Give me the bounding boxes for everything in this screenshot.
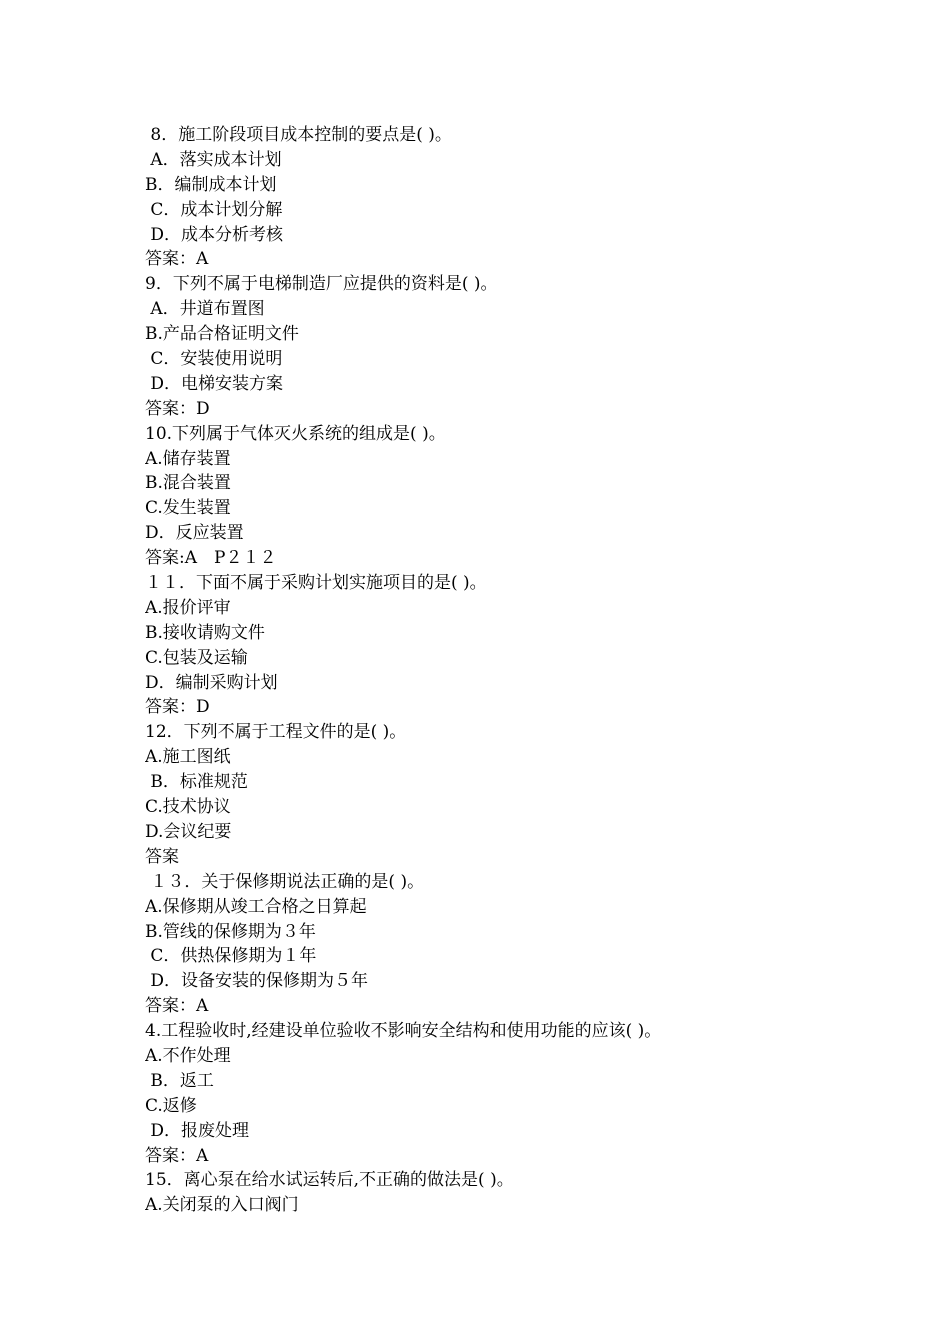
option-11c: C.包装及运输 (145, 647, 248, 668)
option-9d: D．电梯安装方案 (145, 373, 284, 394)
option-13b: B.管线的保修期为３年 (145, 921, 316, 942)
option-10c: C.发生装置 (145, 498, 231, 519)
question-14: 4.工程验收时,经建设单位验收不影响安全结构和使用功能的应该( )。 (145, 1021, 662, 1042)
question-11: １１．下面不属于采购计划实施项目的是( )。 (145, 573, 487, 594)
answer-13: 答案：A (145, 996, 209, 1017)
option-8b: B．编制成本计划 (145, 174, 277, 195)
option-14d: D．报废处理 (145, 1120, 250, 1141)
option-12c: C.技术协议 (145, 797, 231, 818)
option-9c: C．安装使用说明 (145, 349, 283, 370)
question-12: 12．下列不属于工程文件的是( )。 (145, 722, 407, 743)
option-14b: B．返工 (145, 1070, 214, 1091)
option-12a: A.施工图纸 (145, 747, 231, 768)
question-list (145, 123, 925, 1218)
option-10d: D．反应装置 (145, 523, 244, 544)
answer-14: 答案：A (145, 1145, 209, 1166)
answer-8: 答案：A (145, 249, 209, 270)
option-8d: D．成本分析考核 (145, 224, 284, 245)
option-13c: C．供热保修期为１年 (145, 946, 317, 967)
option-10b: B.混合装置 (145, 473, 231, 494)
option-13d: D．设备安装的保修期为５年 (145, 971, 369, 992)
question-13: １３．关于保修期说法正确的是( )。 (145, 871, 425, 892)
option-11b: B.接收请购文件 (145, 622, 265, 643)
question-10: 10.下列属于气体灭火系统的组成是( )。 (145, 423, 446, 444)
option-14c: C.返修 (145, 1095, 197, 1116)
option-11a: A.报价评审 (145, 597, 231, 618)
option-12b: B．标准规范 (145, 772, 248, 793)
question-15: 15．离心泵在给水试运转后,不正确的做法是( )。 (145, 1170, 514, 1191)
option-9a: A．井道布置图 (145, 299, 265, 320)
option-14a: A.不作处理 (145, 1045, 231, 1066)
option-15a: A.关闭泵的入口阀门 (145, 1195, 299, 1216)
option-9b: B.产品合格证明文件 (145, 324, 299, 345)
answer-12: 答案 (145, 846, 179, 867)
option-8c: C．成本计划分解 (145, 199, 283, 220)
answer-11: 答案：D (145, 697, 210, 718)
option-10a: A.储存装置 (145, 448, 231, 469)
option-8a: A．落实成本计划 (145, 149, 282, 170)
option-12d: D.会议纪要 (145, 821, 232, 842)
question-8: 8．施工阶段项目成本控制的要点是( )。 (145, 125, 452, 145)
question-9: 9．下列不属于电梯制造厂应提供的资料是( )。 (145, 274, 498, 295)
answer-9: 答案：D (145, 398, 210, 419)
option-13a: A.保修期从竣工合格之日算起 (145, 896, 367, 917)
option-11d: D．编制采购计划 (145, 672, 278, 693)
answer-10: 答案:A P２１２ (145, 548, 277, 569)
